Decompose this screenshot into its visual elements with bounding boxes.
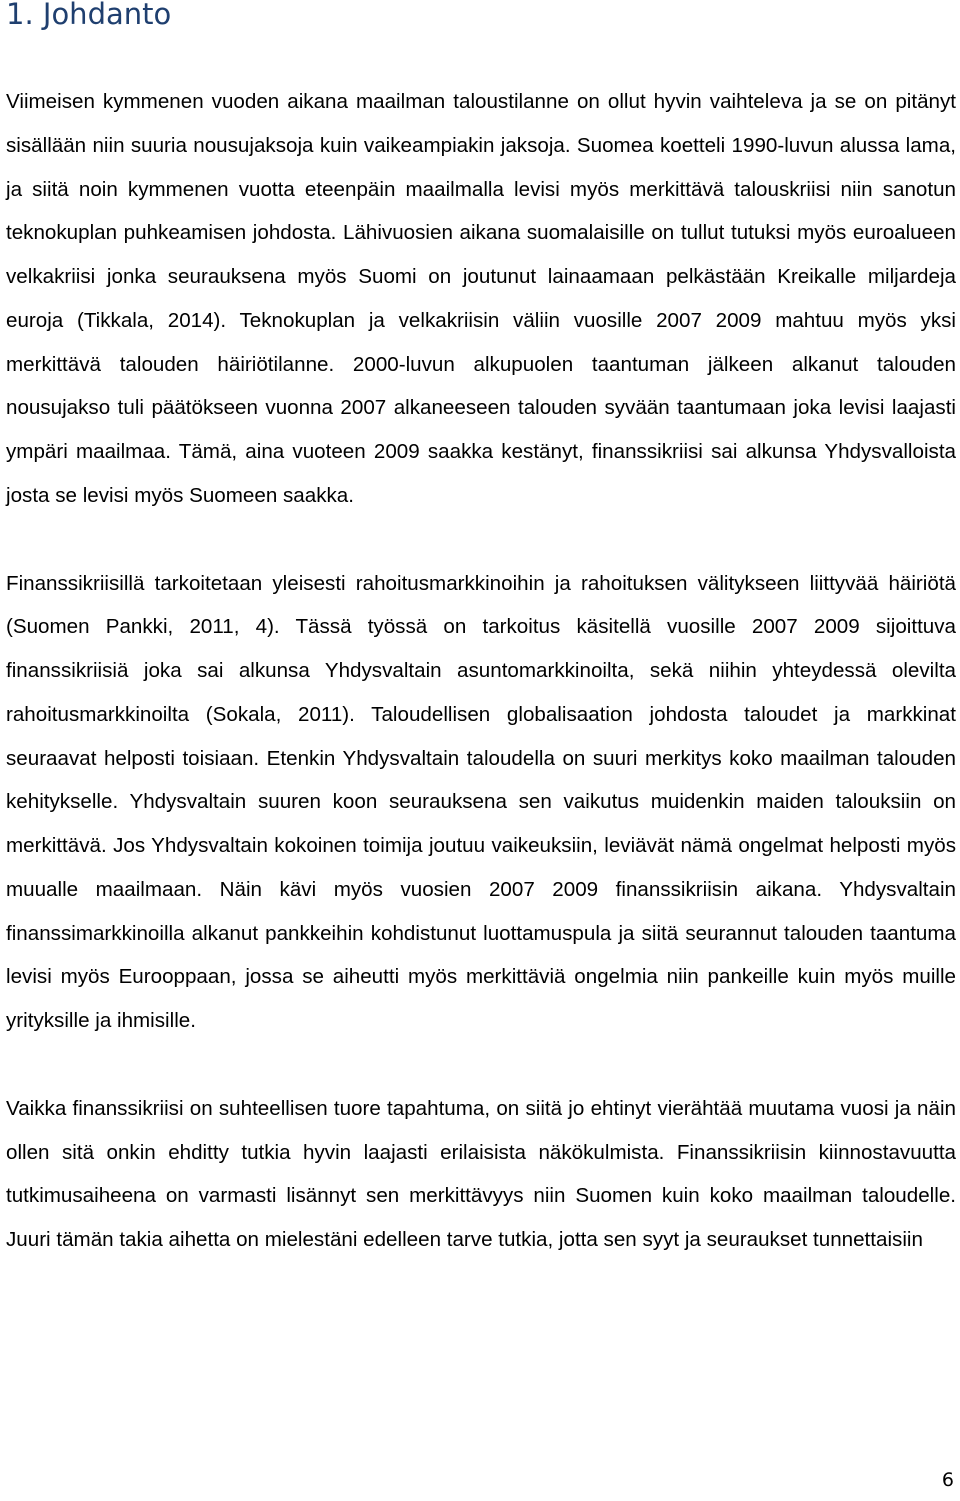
body-text bbox=[6, 80, 956, 1262]
page-number: 6 bbox=[941, 1469, 954, 1491]
paragraph-3: Vaikka finanssikriisi on suhteellisen tuore tapahtuma, on siitä jo ehtinyt vierähtää muutama vuosi ja näin ollen sitä onkin ehditty tutkia hyvin laajasti erilaisista näkökulmista. Finanssikriisin kiinnostavuutta tutkimusaiheena on varmasti lisännyt sen merkittävyys niin Suomen kuin koko maailman taloudelle. Juuri tämän takia aihetta on mielestäni edelleen tarve tutkia, jotta sen syyt ja seuraukset tunnettaisiin bbox=[6, 1096, 956, 1251]
paragraph-1: Viimeisen kymmenen vuoden aikana maailman taloustilanne on ollut hyvin vaihteleva ja se on pitänyt sisällään niin suuria nousujaksoja kuin vaikeampiakin jaksoja. Suomea koetteli 1990-luvun alussa lama, ja siitä noin kymmenen vuotta eteenpäin maailmalla levisi myös merkittävä talouskriisi niin sanotun teknokuplan puhkeamisen johdosta. Lähivuosien aikana suomalaisille on tullut tutuksi myös euroalueen velkakriisi jonka seurauksena myös Suomi on joutunut lainaamaan pelkästään Kreikalle miljardeja euroja (Tikkala, 2014). Teknokuplan ja velkakriisin väliin vuosille 2007 2009 mahtuu myös yksi merkittävä talouden häiriötilanne. 2000-luvun alkupuolen taantuman jälkeen alkanut talouden nousujakso tuli päätökseen vuonna 2007 alkaneeseen talouden syvään taantumaan joka levisi laajasti ympäri maailmaa. Tämä, aina vuoteen 2009 saakka kestänyt, finanssikriisi sai alkunsa Yhdysvalloista josta se levisi myös Suomeen saakka. bbox=[6, 90, 956, 507]
paragraph-2: Finanssikriisillä tarkoitetaan yleisesti rahoitusmarkkinoihin ja rahoituksen välitykseen liittyvää häiriötä (Suomen Pankki, 2011, 4). Tässä työssä on tarkoitus käsitellä vuosille 2007 2009 sijoittuva finanssikriisiä joka sai alkunsa Yhdysvaltain asuntomarkkinoilta, sekä niihin yhteydessä olevilta rahoitusmarkkinoilta (Sokala, 2011). Taloudellisen globalisaation johdosta taloudet ja markkinat seuraavat helposti toisiaan. Etenkin Yhdysvaltain taloudella on suuri merkitys koko maailman talouden kehitykselle. Yhdysvaltain suuren koon seurauksena sen vaikutus muidenkin maiden talouksiin on merkittävä. Jos Yhdysvaltain kokoinen toimija joutuu vaikeuksiin, leviävät nämä ongelmat helposti myös muualle maailmaan. Näin kävi myös vuosien 2007 2009 finanssikriisin aikana. Yhdysvaltain finanssimarkkinoilla alkanut pankkeihin kohdistunut luottamuspula ja siitä seurannut talouden taantuma levisi myös Eurooppaan, jossa se aiheutti myös merkittäviä ongelmia niin pankeille kuin myös muille yrityksille ja ihmisille. bbox=[6, 571, 956, 1032]
chapter-heading: 1. Johdanto bbox=[6, 0, 172, 31]
